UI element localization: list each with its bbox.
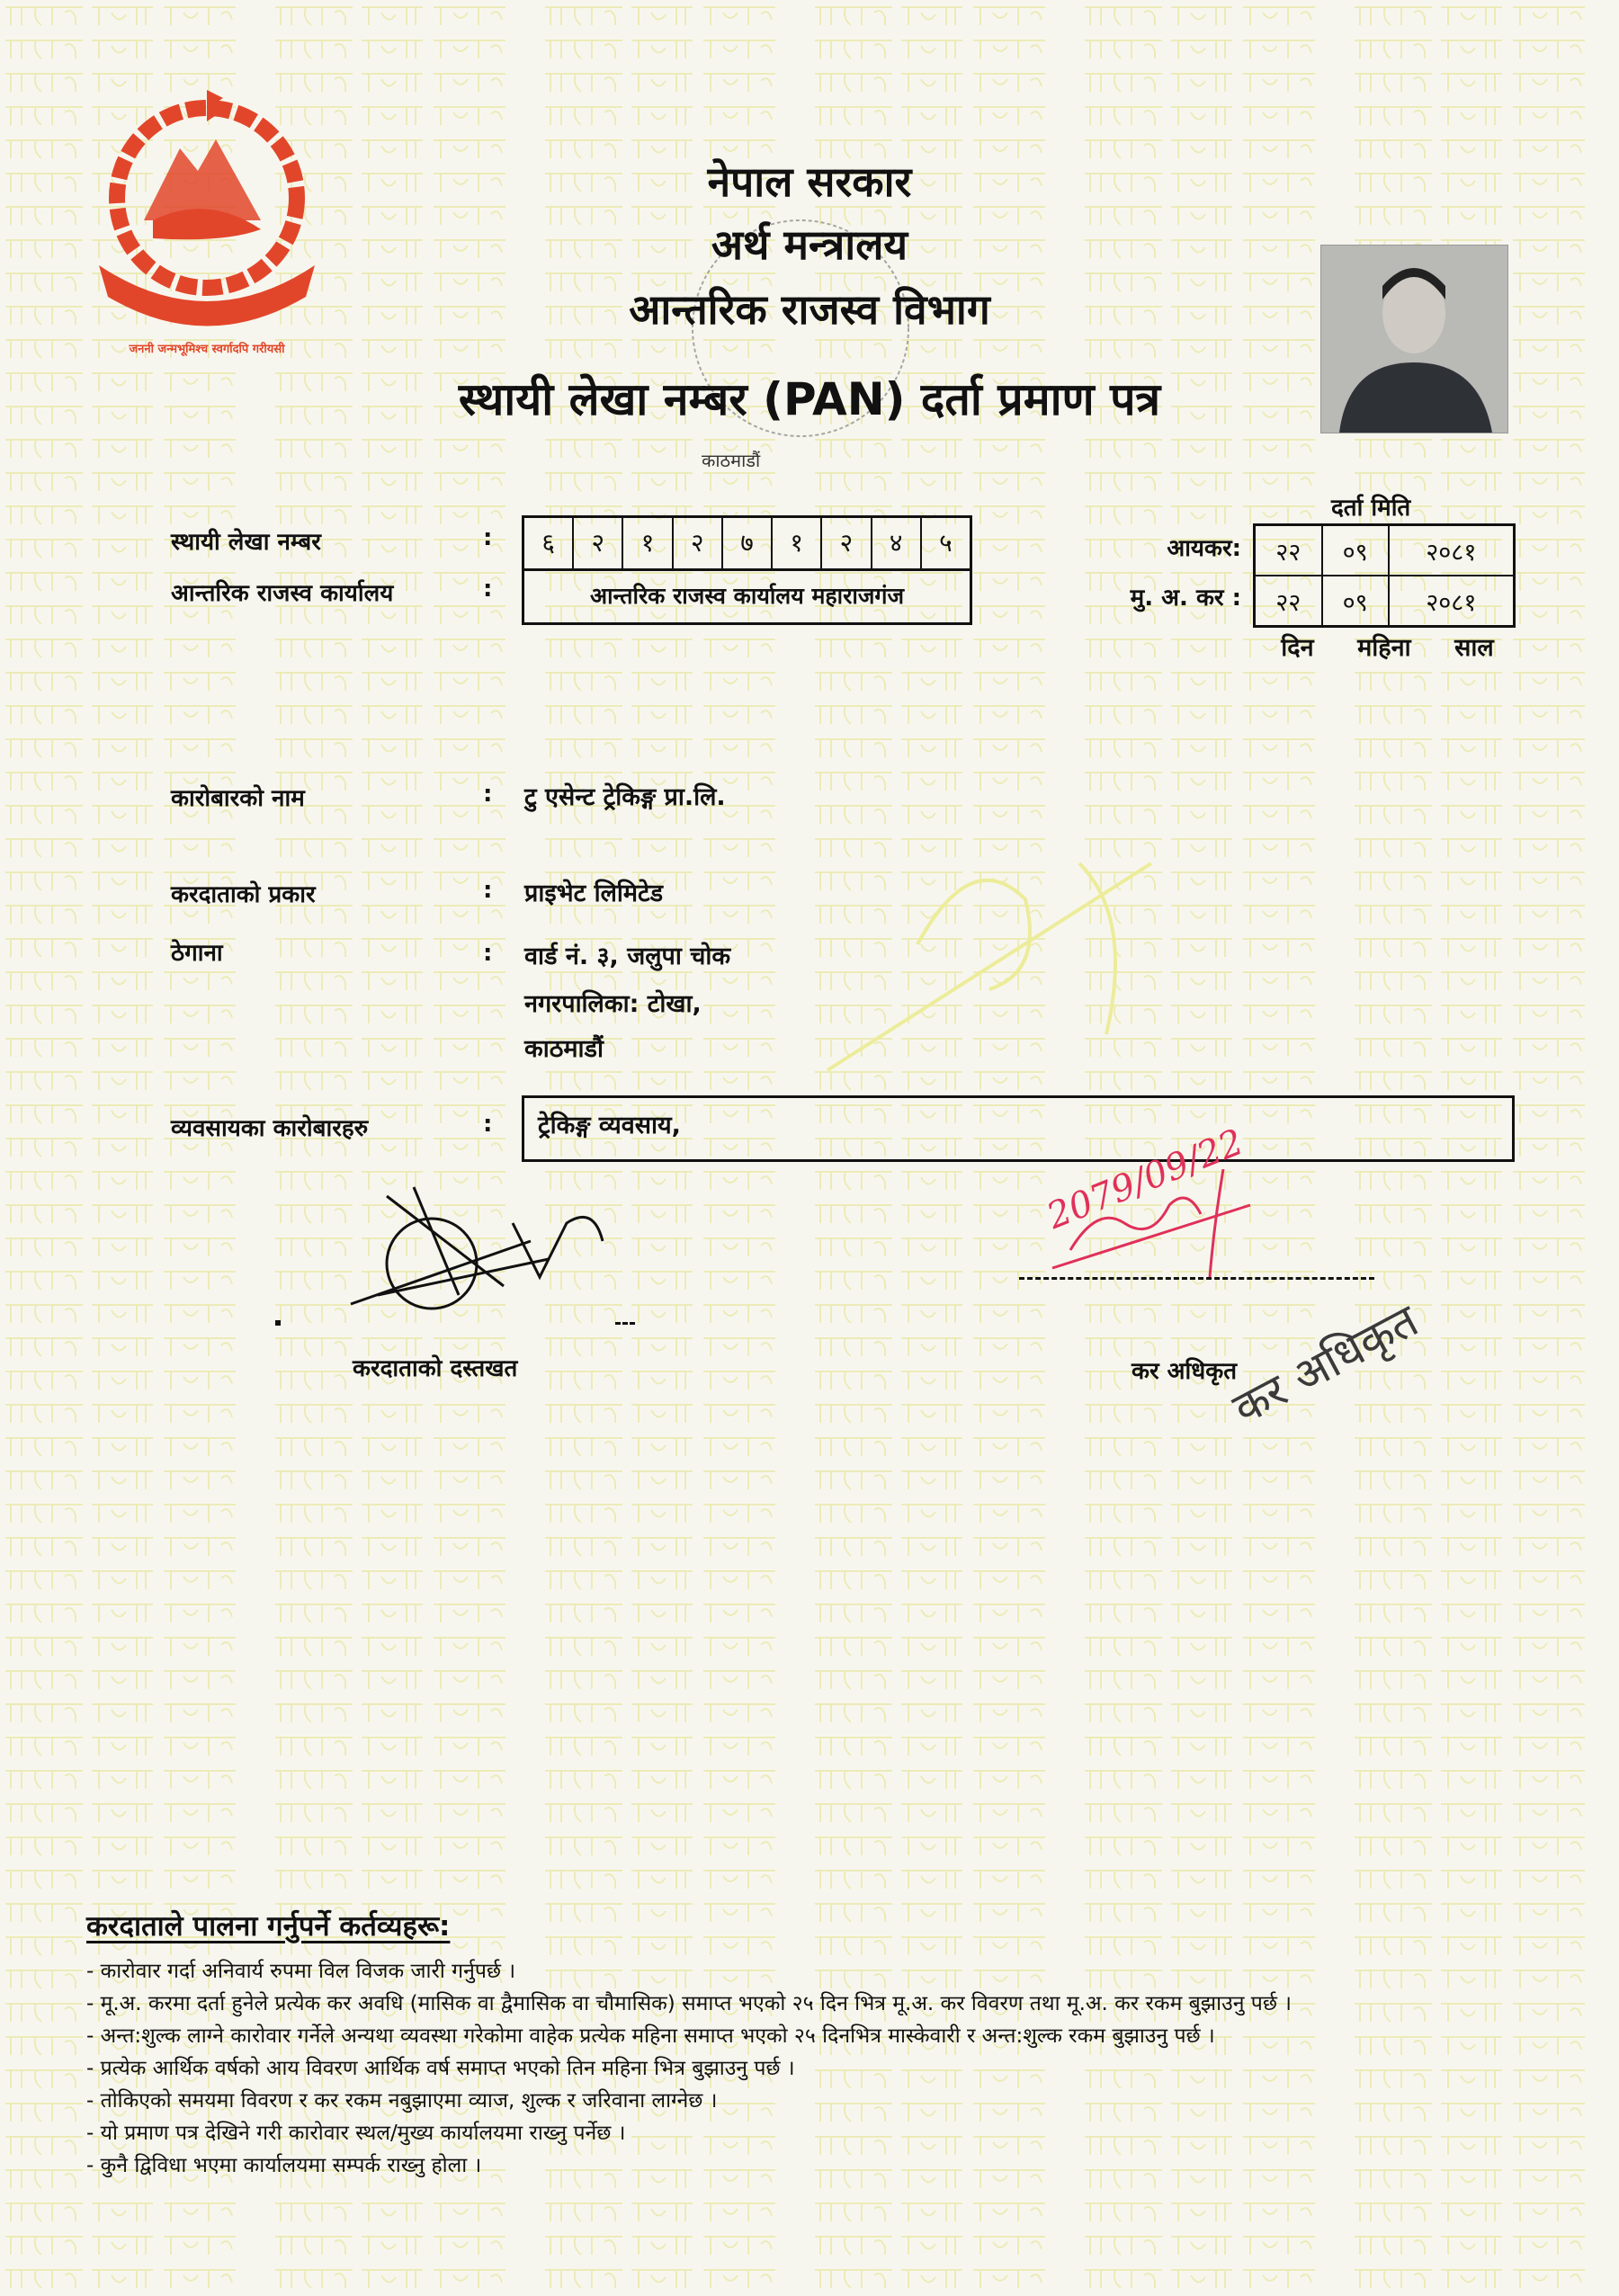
pan-digit: २ bbox=[574, 518, 623, 568]
registration-date-title: दर्ता मिति bbox=[1331, 495, 1411, 522]
taxpayer-type-value: प्राइभेट लिमिटेड bbox=[524, 880, 664, 907]
duty-item: - प्रत्येक आर्थिक वर्षको आय विवरण आर्थिक वर्ष समाप्त भएको तिन महिना भित्र बुझाउनु पर्छ । bbox=[86, 2057, 795, 2080]
income-tax-date-row bbox=[1255, 525, 1515, 576]
footer-day: दिन bbox=[1281, 634, 1314, 662]
officer-label: कर अधिकृत bbox=[1132, 1358, 1238, 1385]
date-year: २०८१ bbox=[1389, 525, 1515, 576]
yellow-signature-icon bbox=[810, 809, 1169, 1079]
business-activities-value: ट्रेकिङ्ग व्यवसाय, bbox=[538, 1112, 681, 1139]
address-line-2: नगरपालिका: टोखा, bbox=[524, 990, 702, 1018]
sig-line-dash bbox=[615, 1322, 635, 1325]
pan-digits bbox=[524, 518, 970, 571]
footer-year: साल bbox=[1454, 634, 1494, 662]
pan-digit: ७ bbox=[723, 518, 773, 568]
registration-date-table bbox=[1253, 523, 1516, 628]
taxpayer-type-label: करदाताको प्रकार bbox=[171, 881, 316, 908]
business-activities-colon: : bbox=[483, 1111, 493, 1138]
date-month: ०९ bbox=[1322, 525, 1389, 576]
sig-line-dot bbox=[275, 1320, 281, 1326]
ird-office-value: आन्तरिक राजस्व कार्यालय महाराजगंज bbox=[589, 583, 905, 609]
vat-date-row bbox=[1255, 576, 1515, 627]
pan-label: स्थायी लेखा नम्बर bbox=[171, 529, 321, 556]
pan-digit: ६ bbox=[524, 518, 574, 568]
duties-title: करदाताले पालना गर्नुपर्ने कर्तव्यहरू: bbox=[86, 1910, 451, 1943]
duty-item: - कारोवार गर्दा अनिवार्य रुपमा विल विजक जारी गर्नुपर्छ । bbox=[86, 1960, 516, 1983]
emblem-motto: जननी जन्मभूमिश्च स्वर्गादपि गरीयसी bbox=[129, 343, 285, 356]
duty-item: - यो प्रमाण पत्र देखिने गरी कारोवार स्थल/मुख्य कार्यालयमा राख्नु पर्नेछ । bbox=[86, 2122, 626, 2145]
date-day: २२ bbox=[1255, 576, 1322, 627]
ird-office-label: आन्तरिक राजस्व कार्यालय bbox=[171, 580, 394, 607]
duties-section bbox=[86, 1907, 1570, 2182]
officer-stamp: कर अधिकृत bbox=[1224, 1294, 1427, 1435]
officer-handwritten-date: 2079/09/22 bbox=[1041, 1121, 1249, 1237]
taxpayer-signature-icon bbox=[324, 1169, 612, 1313]
business-name-colon: : bbox=[483, 781, 493, 808]
business-name-value: टु एसेन्ट ट्रेकिङ्ग प्रा.लि. bbox=[524, 783, 726, 811]
vat-label: मु. अ. कर : bbox=[1130, 585, 1241, 612]
pan-box bbox=[522, 515, 972, 625]
address-colon: : bbox=[483, 940, 493, 967]
duty-item: - अन्त:शुल्क लाग्ने कारोवार गर्नेले अन्यथा व्यवस्था गरेकोमा वाहेक प्रत्येक महिना समाप्त भएको २५ दिनभित्र मास्केवारी र अन्त:शुल्क रकम बुझाउनु पर्छ । bbox=[86, 2024, 1215, 2048]
duties-list bbox=[86, 1955, 1570, 2182]
pan-digit: १ bbox=[623, 518, 673, 568]
pan-digit: ४ bbox=[872, 518, 922, 568]
address-line-1: वार्ड नं. ३, जलुपा चोक bbox=[524, 943, 731, 970]
pan-digit: १ bbox=[773, 518, 822, 568]
date-month: ०९ bbox=[1322, 576, 1389, 627]
ird-office-colon: : bbox=[483, 576, 493, 603]
address-line-3: काठमाडौं bbox=[524, 1035, 604, 1063]
duty-item: - तोकिएको समयमा विवरण र कर रकम नबुझाएमा व्याज, शुल्क र जरिवाना लाग्नेछ । bbox=[86, 2089, 718, 2113]
business-name-label: कारोबारको नाम bbox=[171, 785, 305, 812]
header-ministry: अर्थ मन्त्रालय bbox=[711, 220, 908, 269]
business-activities-box bbox=[522, 1095, 1515, 1162]
address-label: ठेगाना bbox=[171, 940, 223, 967]
pan-digit: २ bbox=[674, 518, 723, 568]
date-year: २०८१ bbox=[1389, 576, 1515, 627]
header-department: आन्तरिक राजस्व विभाग bbox=[629, 285, 990, 334]
duty-item: - कुनै द्विविधा भएमा कार्यालयमा सम्पर्क राख्नु होला । bbox=[86, 2154, 482, 2177]
business-activities-label: व्यवसायका कारोबारहरु bbox=[171, 1115, 369, 1142]
taxpayer-type-colon: : bbox=[483, 877, 493, 904]
date-columns-footer bbox=[1259, 630, 1516, 663]
taxpayer-signature-label: करदाताको दस्तखत bbox=[353, 1355, 518, 1382]
footer-month: महिना bbox=[1357, 634, 1411, 662]
date-day: २२ bbox=[1255, 525, 1322, 576]
pan-digit: २ bbox=[822, 518, 872, 568]
header-government: नेपाल सरकार bbox=[707, 157, 912, 206]
stamp-city: काठमाडौं bbox=[702, 450, 761, 471]
pan-colon: : bbox=[483, 524, 493, 551]
certificate-title: स्थायी लेखा नम्बर (PAN) दर्ता प्रमाण पत्र bbox=[458, 373, 1161, 425]
duty-item: - मू.अ. करमा दर्ता हुनेले प्रत्येक कर अवधि (मासिक वा द्वैमासिक वा चौमासिक) समाप्त भएको २५ दिन भित्र मू.अ. कर विवरण तथा मू.अ. कर रकम बुझाउनु पर्छ । bbox=[86, 1992, 1293, 2015]
pan-digit: ५ bbox=[939, 528, 953, 558]
income-tax-label: आयकर: bbox=[1167, 535, 1241, 562]
